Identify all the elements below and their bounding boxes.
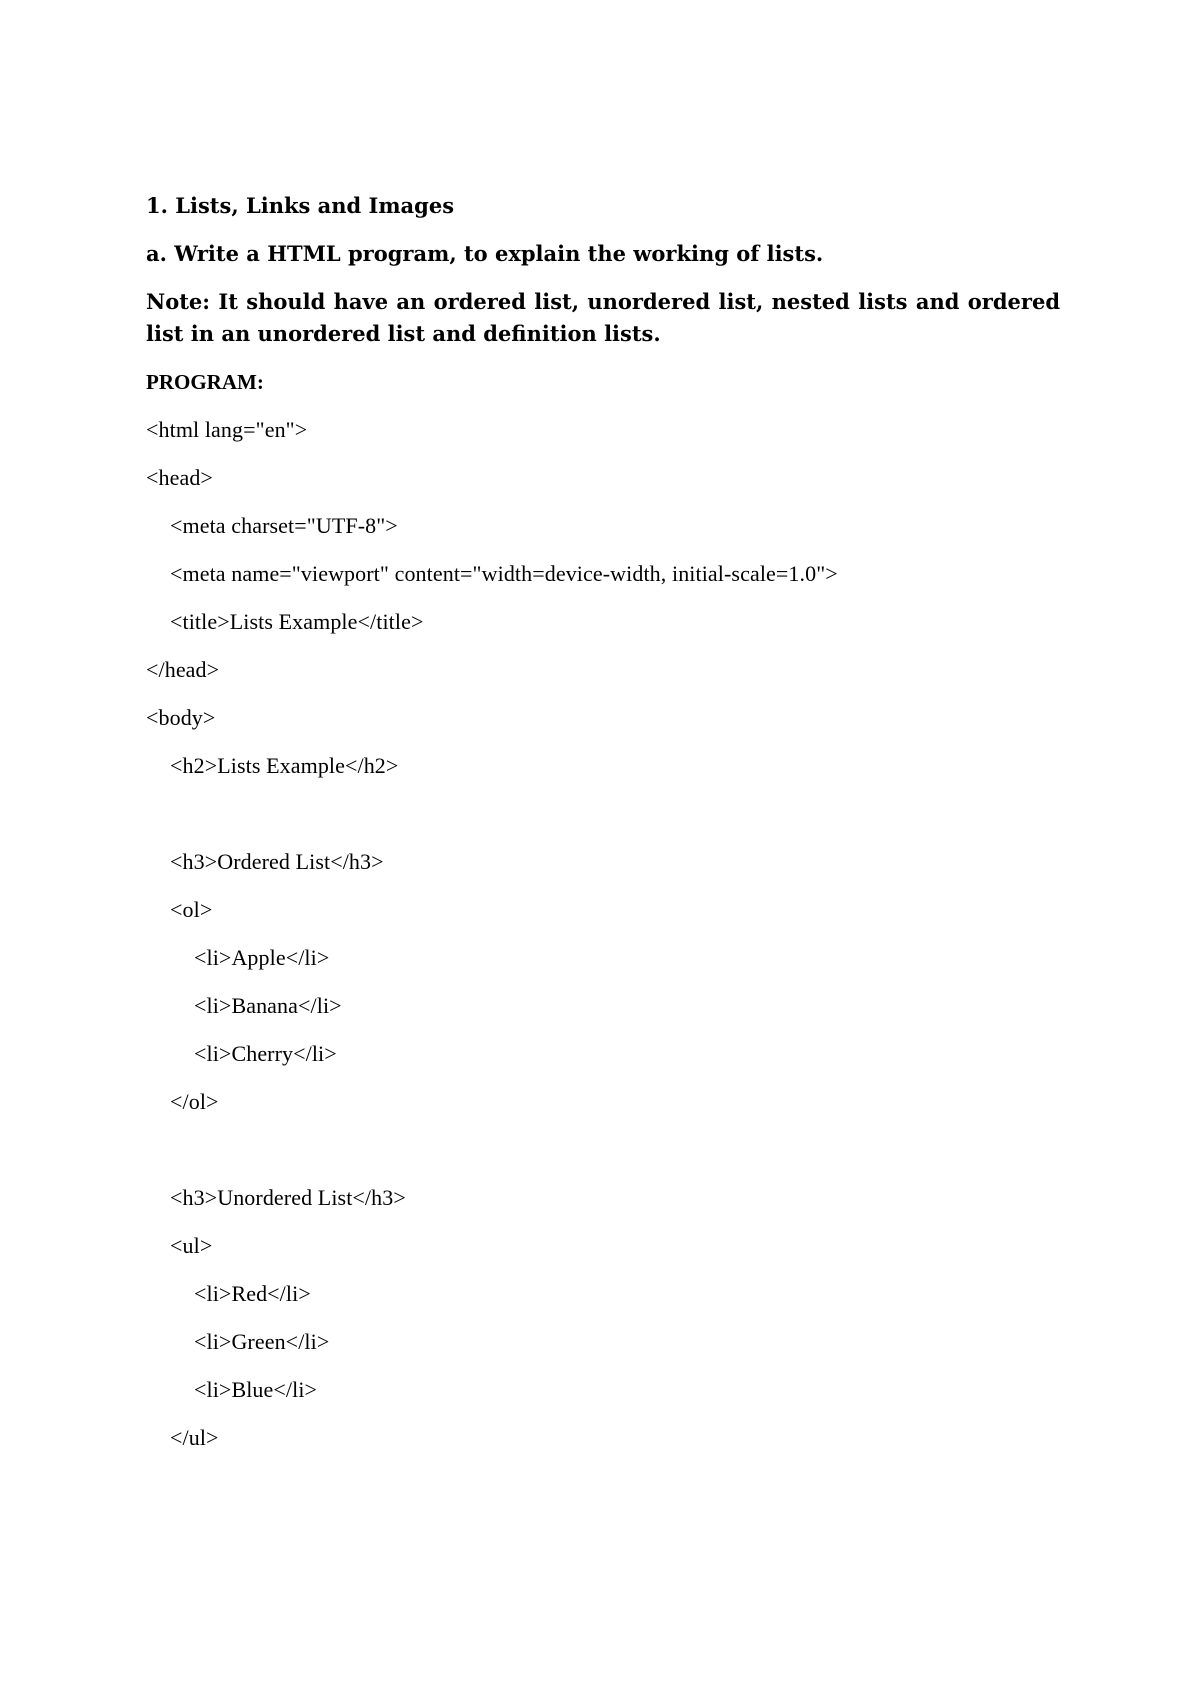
code-line: <ul> [170, 1233, 213, 1258]
document-content [146, 190, 1060, 1470]
code-blank-line [146, 1134, 1060, 1166]
program-label: PROGRAM: [146, 370, 264, 394]
code-line: <meta charset="UTF-8"> [170, 513, 398, 538]
code-blank-line [146, 798, 1060, 830]
code-line: </ul> [170, 1425, 219, 1450]
code-line: <li>Blue</li> [194, 1377, 318, 1402]
code-line: <ol> [170, 897, 213, 922]
code-line: <meta name="viewport" content="width=device-width, initial-scale=1.0"> [170, 561, 838, 586]
code-line: <title>Lists Example</title> [170, 609, 424, 634]
code-line: <li>Banana</li> [194, 993, 342, 1018]
code-line: <h3>Ordered List</h3> [170, 849, 384, 874]
code-line: </ol> [170, 1089, 219, 1114]
code-line: <h2>Lists Example</h2> [170, 753, 399, 778]
code-line: <h3>Unordered List</h3> [170, 1185, 406, 1210]
task-note: Note: It should have an ordered list, unordered list, nested lists and ordered list in an unordered list and definition lists. [146, 289, 1060, 346]
code-line: <li>Apple</li> [194, 945, 330, 970]
code-line: <li>Green</li> [194, 1329, 330, 1354]
code-line: <body> [146, 705, 216, 730]
section-title: 1. Lists, Links and Images [146, 193, 455, 218]
code-line: </head> [146, 657, 220, 682]
code-line: <head> [146, 465, 213, 490]
task-statement: a. Write a HTML program, to explain the working of lists. [146, 241, 824, 266]
code-line: <html lang="en"> [146, 417, 308, 442]
code-line: <li>Cherry</li> [194, 1041, 337, 1066]
code-line: <li>Red</li> [194, 1281, 311, 1306]
